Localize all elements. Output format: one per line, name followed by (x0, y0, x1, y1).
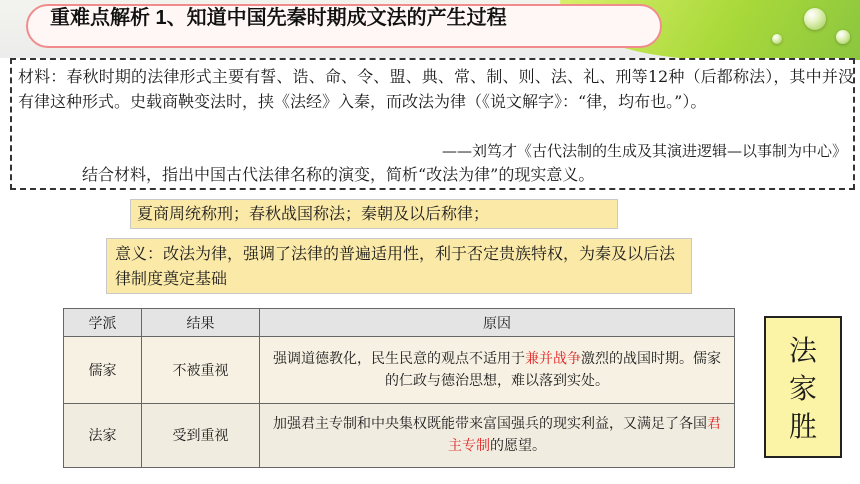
cell-reason (260, 337, 735, 404)
cell-result: 受到重视 (142, 403, 260, 467)
water-drop-icon (836, 30, 850, 44)
water-drop-icon (804, 8, 826, 30)
cell-reason (260, 403, 735, 467)
water-drop-icon (772, 34, 782, 44)
material-text: 材料：春秋时期的法律形式主要有誓、诰、命、令、盟、典、常、制、则、法、礼、刑等12种（后都称法），其中并没有律这种形式。史载商鞅变法时，挟《法经》入秦，而改法为律（《说文解字》：“律，均布也。”）。 (18, 67, 854, 111)
badge-char: 胜 (788, 410, 817, 443)
header-reason: 原因 (260, 309, 735, 337)
reason-text: 强调道德教化，民生民意的观点不适用于 (273, 350, 525, 367)
page-title: 重难点解析 1、知道中国先秦时期成文法的产生过程 (50, 7, 507, 29)
reason-highlight: 兼并战争 (525, 350, 581, 367)
answer-evolution: 夏商周统称刑；春秋战国称法；秦朝及以后称律； (130, 199, 618, 229)
material-source: ——刘笃才《古代法制的生成及其演进逻辑—以事制为中心》 (441, 142, 847, 160)
legalist-wins-badge (764, 316, 842, 458)
question-text: 结合材料，指出中国古代法律名称的演变，简析“改法为律”的现实意义。 (82, 165, 595, 184)
header-result: 结果 (142, 309, 260, 337)
schools-table (63, 308, 735, 468)
cell-school: 儒家 (64, 337, 142, 404)
reason-text: 激烈的战国时期。儒家的仁政与德治思想，难以落到实处。 (385, 350, 721, 389)
answer-significance: 意义：改法为律，强调了法律的普遍适用性，利于否定贵族特权，为秦及以后法律制度奠定基础 (106, 238, 692, 294)
header-school: 学派 (64, 309, 142, 337)
table-header-row (64, 309, 735, 337)
table-row (64, 337, 735, 404)
badge-char: 法 (788, 334, 817, 367)
reason-text: 加强君主专制和中央集权既能带来富国强兵的现实利益，又满足了各国 (273, 416, 707, 433)
reason-highlight: 君主专制 (448, 416, 721, 455)
badge-char: 家 (788, 372, 817, 405)
material-box (10, 58, 855, 190)
reason-text: 的愿望。 (490, 438, 546, 455)
cell-school: 法家 (64, 403, 142, 467)
cell-result: 不被重视 (142, 337, 260, 404)
table-row (64, 403, 735, 467)
